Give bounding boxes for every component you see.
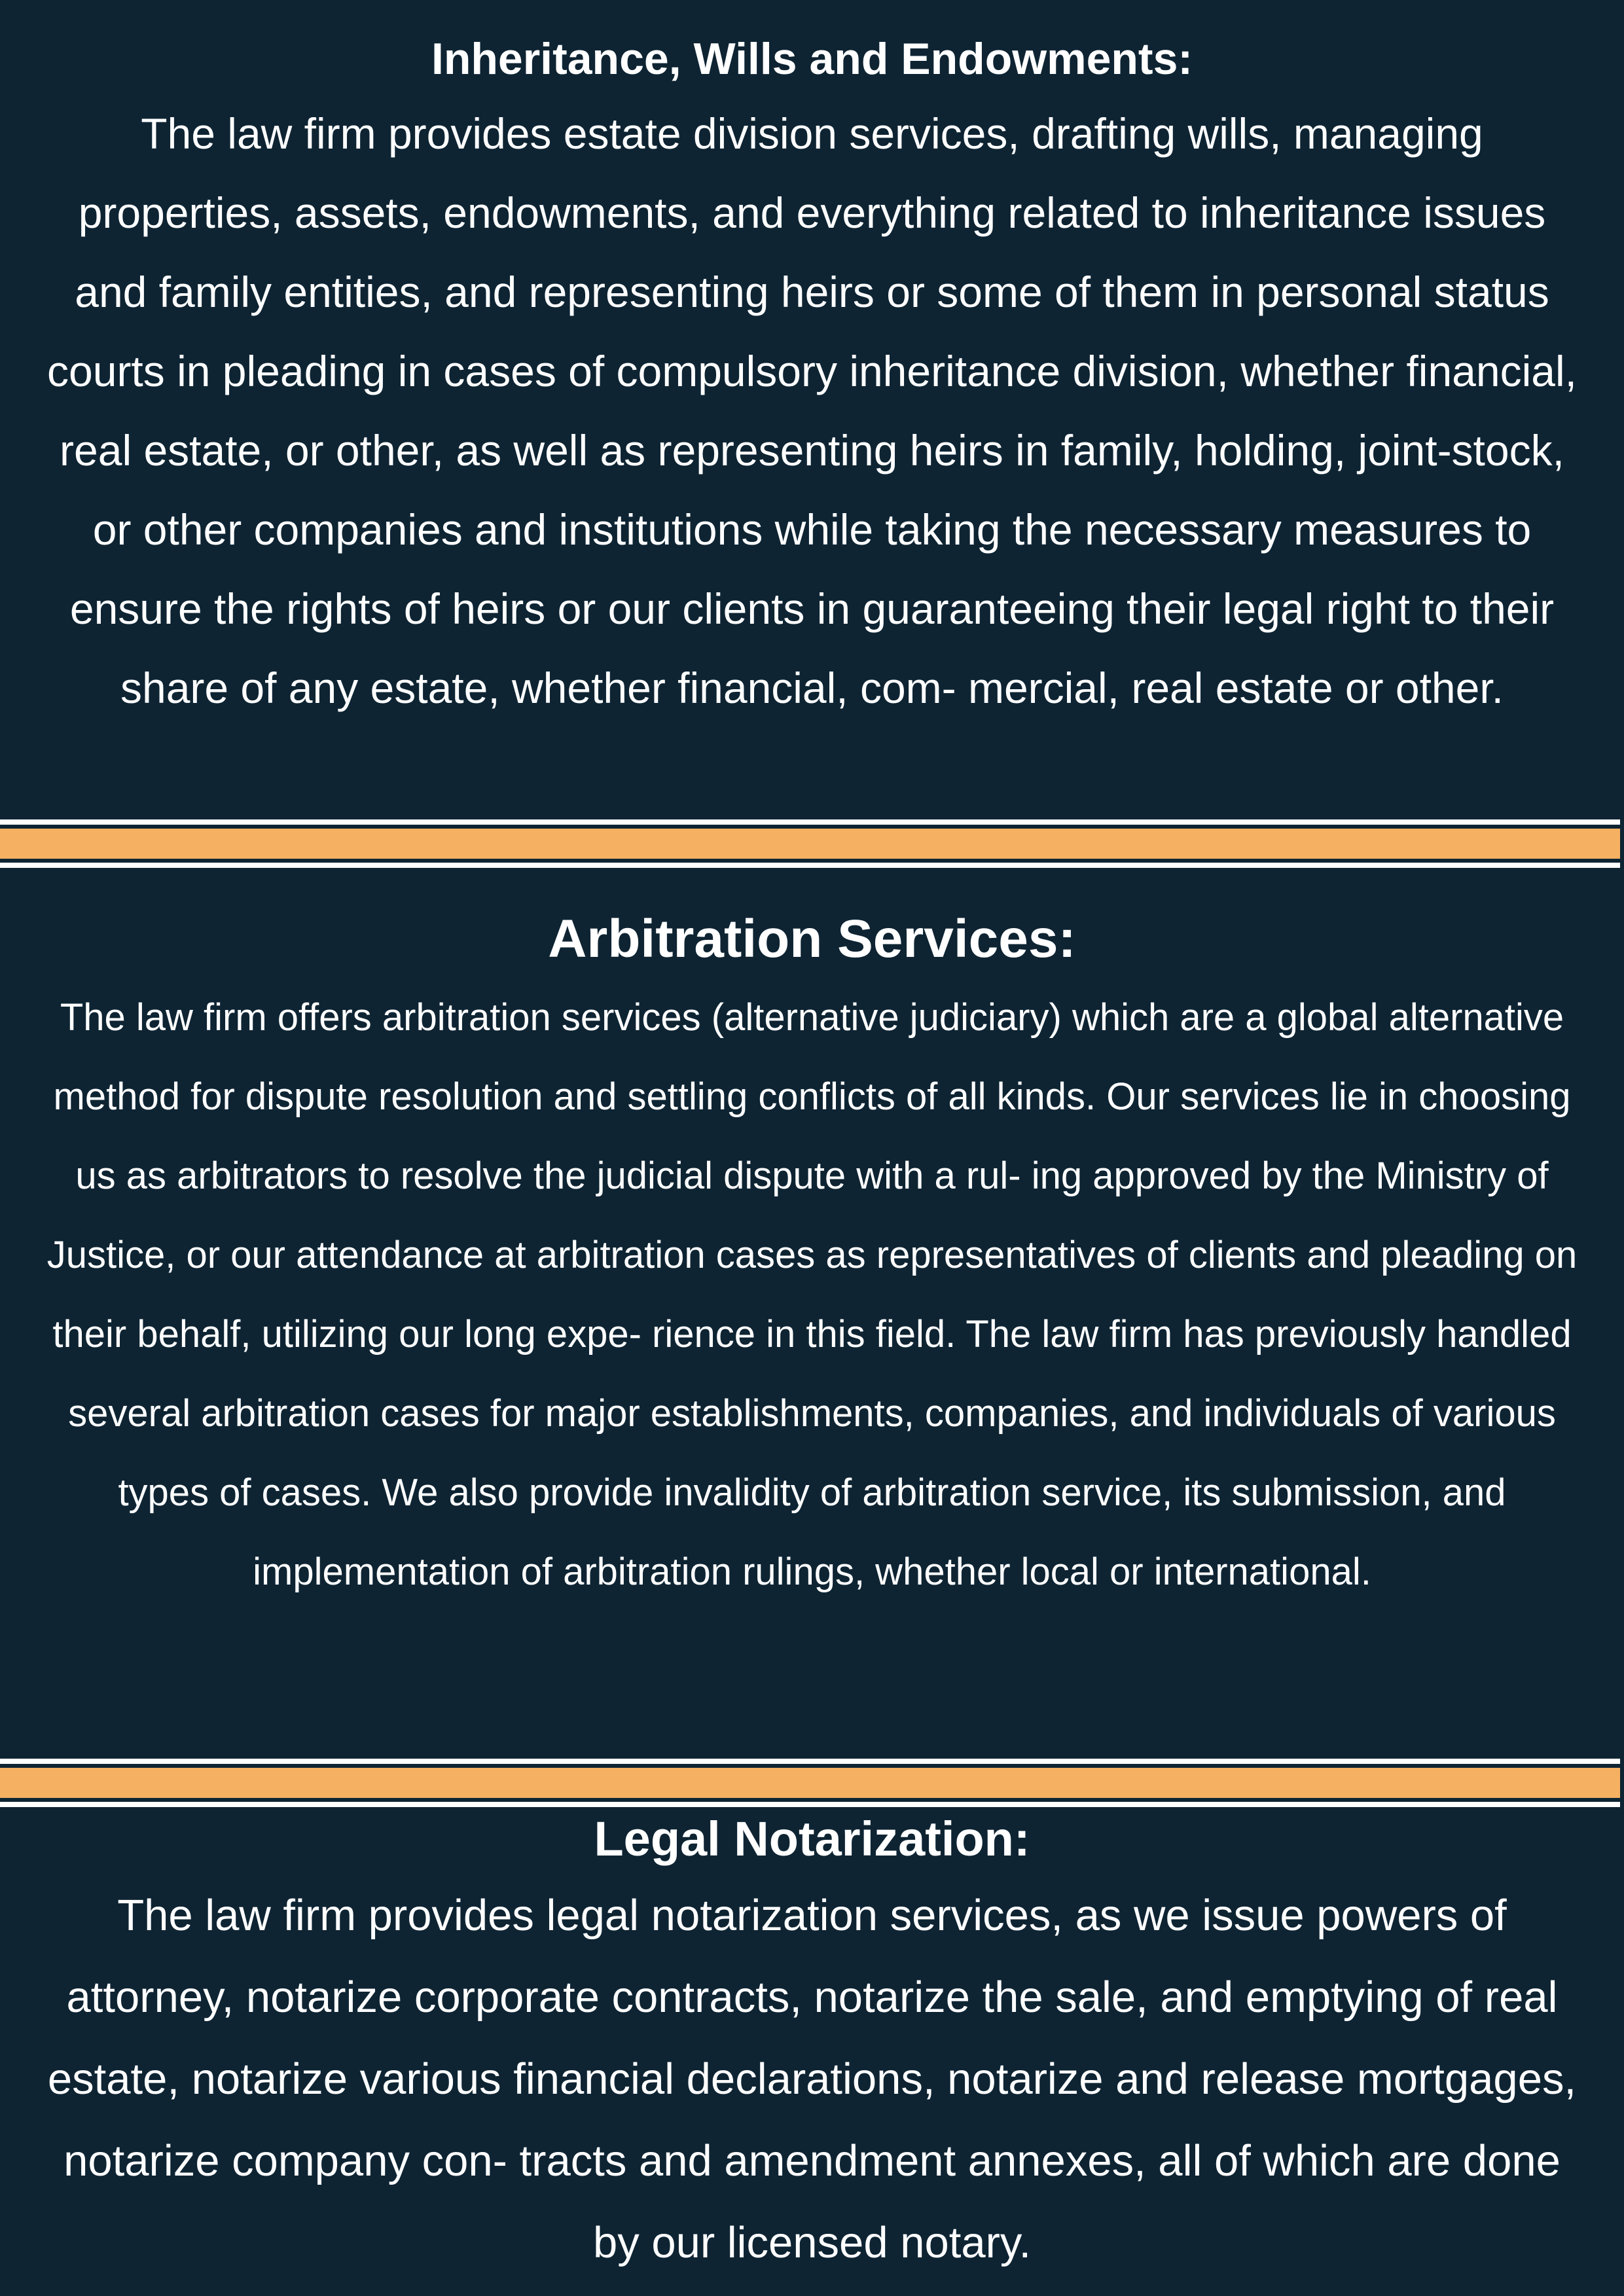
section-body: The law firm provides estate division services, drafting wills, managing properties, assets, endowments, and everything related to inheritance issues and family entities, and representing heirs or some of them in personal status courts in pleading in cases of compulsory inheritance division, whether financial, real estate, or other, as well as representing heirs in family, holding, joint-stock, or other companies and institutions while taking the necessary measures to ensure the rights of heirs or our clients in guaranteeing their legal right to their share of any estate, whether financial, com- mercial, real estate or other. [47,109,1577,712]
section-body: The law firm provides legal notarization services, as we issue powers of attorney, notarize corporate contracts, notarize the sale, and emptying of real estate, notarize various financial declarations, notarize and release mortgages, notarize company con- tracts and amendment annexes, all of which are done by our licensed notary. [47,1891,1577,2267]
divider-accent-band [0,1768,1620,1798]
divider-line-top [0,1759,1620,1764]
divider-line-top [0,819,1620,825]
section-heading: Inheritance, Wills and Endowments: [431,34,1193,84]
section-heading: Arbitration Services: [548,909,1076,969]
divider-line-bottom [0,863,1620,868]
divider-accent-band [0,829,1620,859]
section-divider [0,1759,1620,1807]
section-arbitration-services [0,903,1624,1611]
section-heading: Legal Notarization: [594,1812,1030,1866]
section-inheritance-wills-endowments [0,26,1624,728]
section-divider [0,819,1620,868]
section-legal-notarization [0,1806,1624,2284]
section-body: The law firm offers arbitration services (alternative judiciary) which are a global alternative method for dispute resolution and settling conflicts of all kinds. Our services lie in choosing us as arbitrators to resolve the judicial dispute with a rul- ing approved by the Ministry of Justice, or our attendance at arbitration cases as representatives of clients and pleading on their behalf, utilizing our long expe- rience in this field. The law firm has previously handled several arbitration cases for major establishments, companies, and individuals of various types of cases. We also provide invalidity of arbitration service, its submission, and implementation of arbitration rulings, whether local or international. [46,996,1578,1593]
